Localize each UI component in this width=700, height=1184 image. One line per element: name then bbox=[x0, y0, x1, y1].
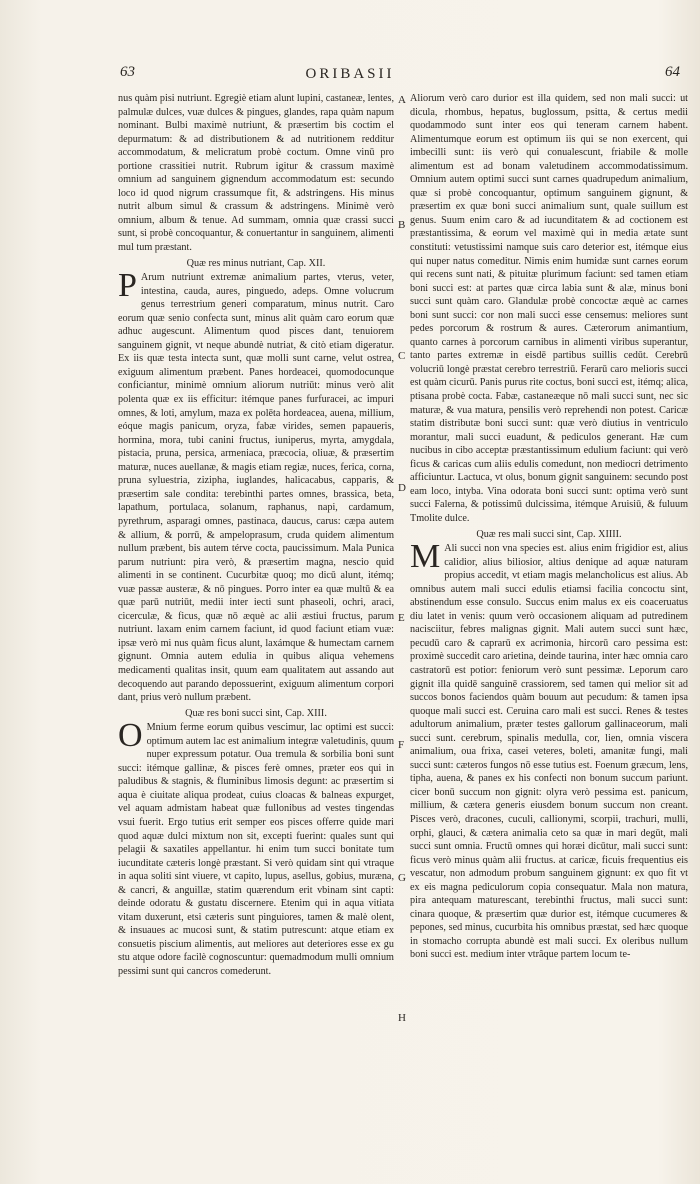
paragraph bbox=[118, 267, 394, 705]
margin-letter: A bbox=[398, 94, 406, 106]
margin-letter: F bbox=[398, 739, 405, 751]
drop-initial: M bbox=[410, 538, 441, 576]
drop-initial: P bbox=[118, 267, 137, 305]
margin-letter: C bbox=[398, 350, 406, 362]
margin-letter: E bbox=[398, 612, 405, 624]
margin-letters bbox=[398, 92, 410, 1158]
running-head: ORIBASII bbox=[305, 66, 395, 82]
page-number-right: 64 bbox=[665, 64, 680, 80]
drop-initial: O bbox=[118, 717, 143, 755]
chapter-title: Quæ res minus nutriant, Cap. XII. bbox=[186, 257, 326, 269]
paragraph bbox=[118, 717, 394, 978]
paragraph-text: Mnium ferme eorum quibus vescimur, lac optimi est succi: optimum autem lac est animalium integræ valetudinis, quum nuper expressum potatur. Oua tremula & sorbilia boni sunt succi: itémque gallinæ, & pisces ferè omnes, præter eos qui in paludibus & stagnis, & fluminibus limosis degunt: ac præsertim si aqua è ciuitate aliqua prodeat, cuius cloacas & balneas expurget, vel aquam admistam habeat quæ fullonibus ad vestes tingendas vsui fuerit. Ergo tutius erit semper eos pisces offerre quide mari quod aquæ dulci mixtum non sit, excepti fuerint: quales sunt qui pelagii & saxatiles appellantur. hi enim tum succi bonitate tum iucunditate cæteris longè præstant. Si verò quidam sint qui vtraque in aqua soliti sint viuere, vt capito, lupus, asellus, gobius, muræna, & cancri, & anguillæ, statim quærendum erit vbinam sint capti: deinde odoratu & gustatu discernere. Etenim qui in aqua vitiata vitam duxerunt, etsi cæteris sunt pinguiores, tamen & malè olent, & insuaues ac mucosi sunt, & statim putrescunt: atque etiam ex consuetis piscium alimentis, aut meliores aut deteriores esse ex gu stu atque odore facilè cognoscuntur: quemadmodum mulli omnium pessimi sunt qui cancros comederunt. bbox=[118, 722, 394, 977]
margin-letter: B bbox=[398, 219, 406, 231]
chapter-title: Quæ res mali succi sint, Cap. XIIII. bbox=[476, 528, 622, 540]
chapter-title: Quæ res boni succi sint, Cap. XIII. bbox=[185, 707, 327, 719]
paragraph bbox=[410, 538, 688, 962]
page-number-left: 63 bbox=[120, 64, 135, 80]
paragraph: Aliorum verò caro durior est illa quidem, sed non mali succi: ut dicula, rhombus, hepatus, buglossum, psitta, & certus medii quodammodo sunt inter eos qui teneram carnem habent. Alimentumque eorum est optimum iis qui se non exercent, qui imbecilli sunt: iis verò qui conualescunt, friabile & molle alimentum est ad bonam valetudinem accommodatissimum. Omnium autem optimi succi sunt carnes quadrupedum animalium, quæ si probè concoquantur, optimum sanguinem gignunt, & præsertim ex quæ boni succi animalium sunt, quale suillum est genus. Suum enim caro & ad iucunditatem & ad coctionem est præstantissima, & eorum vel maximè qui in media ætate sunt constituti: vetustissimi namque suis caro deterior est, itémque eius qui nuper natus comeditur. Nimis enim humidæ sunt carnes eorum qui recens sunt nati, & pituitæ plurimum faciunt: sed tamen etiam boni succi est: at partes quæ circa labia sunt & alæ, minus boni succi sunt quàm caro. Glandulæ probè concoctæ æquè ac carnes boni sunt succi: cor non mali succi esse censemus: meliores sunt pedes porcorum & rostrum & aures. Cæterorum animantium, quanto carnes à porcorum carnibus in alimenti viribus superantur, tanto partes extremæ in eisdē partibus suillis cedūt. Cerebrū volucriū longè præstat cerebro terrestriū. Ferarū caro melioris succi est quàm cicurū. Panis purus rite coctus, boni succi est, itémq; alica, ptisana probè cocta. Fabæ, castaneæque nō mali succi sunt, nec sic maturæ, & vua matura, pensilis verò reprehendi non potest. Caricæ statim distributæ boni succi sunt: quæ verò diutius in ventriculo morantur, mali succi euadunt, & pediculos generant. Hæ cum nucibus in cibo acceptæ præstantissimum edulium faciunt: qui verò ficus & caricas cum aliis edulis comedunt, non mediocri detrimento afficiuntur. Lactuca, vt olus, bonum gignit sanguinem: secundo post eam loco, intyba. Vina odorata boni succi sunt: optima verò sunt succi Falerna, & potissimū dulcissima, itémque Aruisiū, & fuluum Tmolite dulce. bbox=[410, 93, 688, 524]
paragraph-text: Arum nutriunt extremæ animalium partes, vterus, veter, intestina, cauda, aures, pinguedo, adeps. Omne volucrum genus terrestrium generi comparatum, minus nutrit. Caro eorum quæ senio confecta sunt, minus alit quàm caro eorum quæ adhuc augescunt. Alimentum quod pisces dant, tenuiorem sanguinem gignit, vt neque abundè nutriat, & citò etiam digeratur. Ex iis quæ testa intecta sunt, quæ molli sunt carne, velut ostrea, exiguum alimentum præbent. Panes hordeacei, quomodocunque conficiantur, minimè omnium aliorum nutriūt: minus verò alit polenta quæ ex iis efficitur: itémque panes furfuracei, ac impuri omnes, & loti, amylum, maza ex polēta hordeacea, auena, millium, eóque magis panicum, oryza, fabæ virides, semen papaueris, hormina, mora, tubi canini fructus, iuniperus, myrta, amygdala, pistacia, pruna, persica, armeniaca, præcocia, oliuæ, & præsertim maturæ, nuces auellanæ, & magis etiam regiæ, nuces, ferica, corna, pruna syluestria, zizipha, iuglandes, halicacabus, capparis, & præsertim sale condita: terebinthi partes omnes, brassica, beta, lapathum, portulaca, solanum, raphanus, napi, cardamum, pyrethrum, asparagi omnes, pastinaca, daucus, carus: cæpa autem & allium, & porrū, & ampeloprasum, cruda quidem alimentum nullum præbent, bis autem térve cocta, paucissimum. Mala Punica parum nutriunt: pira verò, & præsertim magna, nescio quid alimenti in se continent. Cucurbitæ quoq; mo dicū alunt, itémq; vuæ passæ austeræ, & nō pingues. Porro inter ea quæ multū & ea quæ parū nutriūt, medii inter iecti sunt phaseoli, ochri, araci, cicerculæ, & ficus, quæ nō æquè ac alii æstiui fructus, parum nutriunt. laxam enim carnem faciunt, id quod faciunt etiam vuæ: ipsæ verò mi nus quàm ficus alunt, laxámque & humectam carnem gignunt. Omnia autem edulia in quibus aliqua vehemens medicamenti qualitas insit, quum eam qualitatem aut assando aut decoquendo aut parando depossuerint, exiguum alimentum corpori dant, prius verò nullum præbent. bbox=[118, 272, 394, 704]
left-column bbox=[118, 92, 394, 1158]
paragraph-text: Ali succi non vna species est. alius enim frigidior est, alius calidior, alius biliosior, altius denique ad aquæ naturam propius accedit, vt etiam magis melancholicus est alius. Ab omnibus autem mali succi edulis etiamsi facilia concoctu sint, abstinendum esse consulo. Succus enim malus ex eis coaceruatus diu latet in venis: quum verò occasionem aliquam ad putredinem nacisciitur, febres malignas gignit. Mali autem succi sunt hæc, pecudū caro & caprarū ex acrimonia, hircorū caro pessima est: proximè succedit caro arietina, deinde taurina, inter hæc omnia caro castratorū est potior: feniorum verò sunt pessimæ. Leporum caro gignit illa quidē sanguinē crassiorem, sed tamen qui melior sit ad succos bonos faciendos quàm bouum aut pecudum: & tamen ipsa quoque mali succi est. Ceruina caro mali est succi. Renes & testes adultorum animalium, præter testes gallorum gallinaceorum, mali succi sunt. cerebrum, spinalis medulla, cor, lien, omnia viscera animalium, oua frixa, casei veteres, boleti, amanitæ fungi, mali succi sunt: cæteros fungos nō esse tutius est. Foenum græcum, lens, tipha, auena, & panes ex his confecti non bonum succum pariunt. cicer bonū succum non gignit: olyra verò pessima est. panicum, millium, & cætera generis eiusdem bonum succum non creant. Pisces verò, dracones, cuculi, callionymi, scorpii, trachuri, mulli, orphi, glauci, & cætera animalia ceto sa quæ in mari degūt, mali succi sunt omnia. Fructū omnes qui horæi dicūtur, mali succi sunt: ficus verò minus quàm alii fructus. at caricæ, ficuis frequentius eis vescatur, non admodum probum sanguinem gignunt: ex quo fit vt ex eis magna pediculorum copia consequatur. Mala non matura, pira antequam maturescant, terebinthi fructus, mali succi sunt: cinara quoque, & præsertim quæ durior est, itémque cucumeres & pepones, sed minus, cucurbita his omnibus præstat, sed hæc quoque in stomacho corrupta abundè est mali succi. Ex oleribus nullum boni succi est. medium inter vtrâque partem locum te- bbox=[410, 543, 688, 961]
margin-letter: G bbox=[398, 872, 406, 884]
paragraph: nus quàm pisi nutriunt. Egregiè etiam alunt lupini, castaneæ, lentes, palmulæ dulces, vuæ dulces & pingues, glandes, rapa quàm napum nominant. Bulbi maximè nutriunt, & præsertim bis coctim el depurmatum: & ad distributionem & ad nutritionem redditur accommodatum, & melicratum probè coctum. Omne vinū pro portione crassitiei nutrit. Rubrum igitur & crassum maximè omnium ad sanguinem gignendum accommodatum est: secundo loco id quod nigrum crassumque fit, & adstringens. His minus nutrit album simul & crassum & adstringens. Minimè verò omnium, album & tenue. Ad summam, omnia quæ crassi succi sunt, si probè concoquantur, & conuertantur in sanguinem, alimenti mul tum præstant. bbox=[118, 93, 394, 254]
right-column bbox=[410, 92, 688, 1158]
margin-letter: H bbox=[398, 1012, 406, 1024]
margin-letter: D bbox=[398, 482, 406, 494]
page-header bbox=[0, 64, 700, 90]
